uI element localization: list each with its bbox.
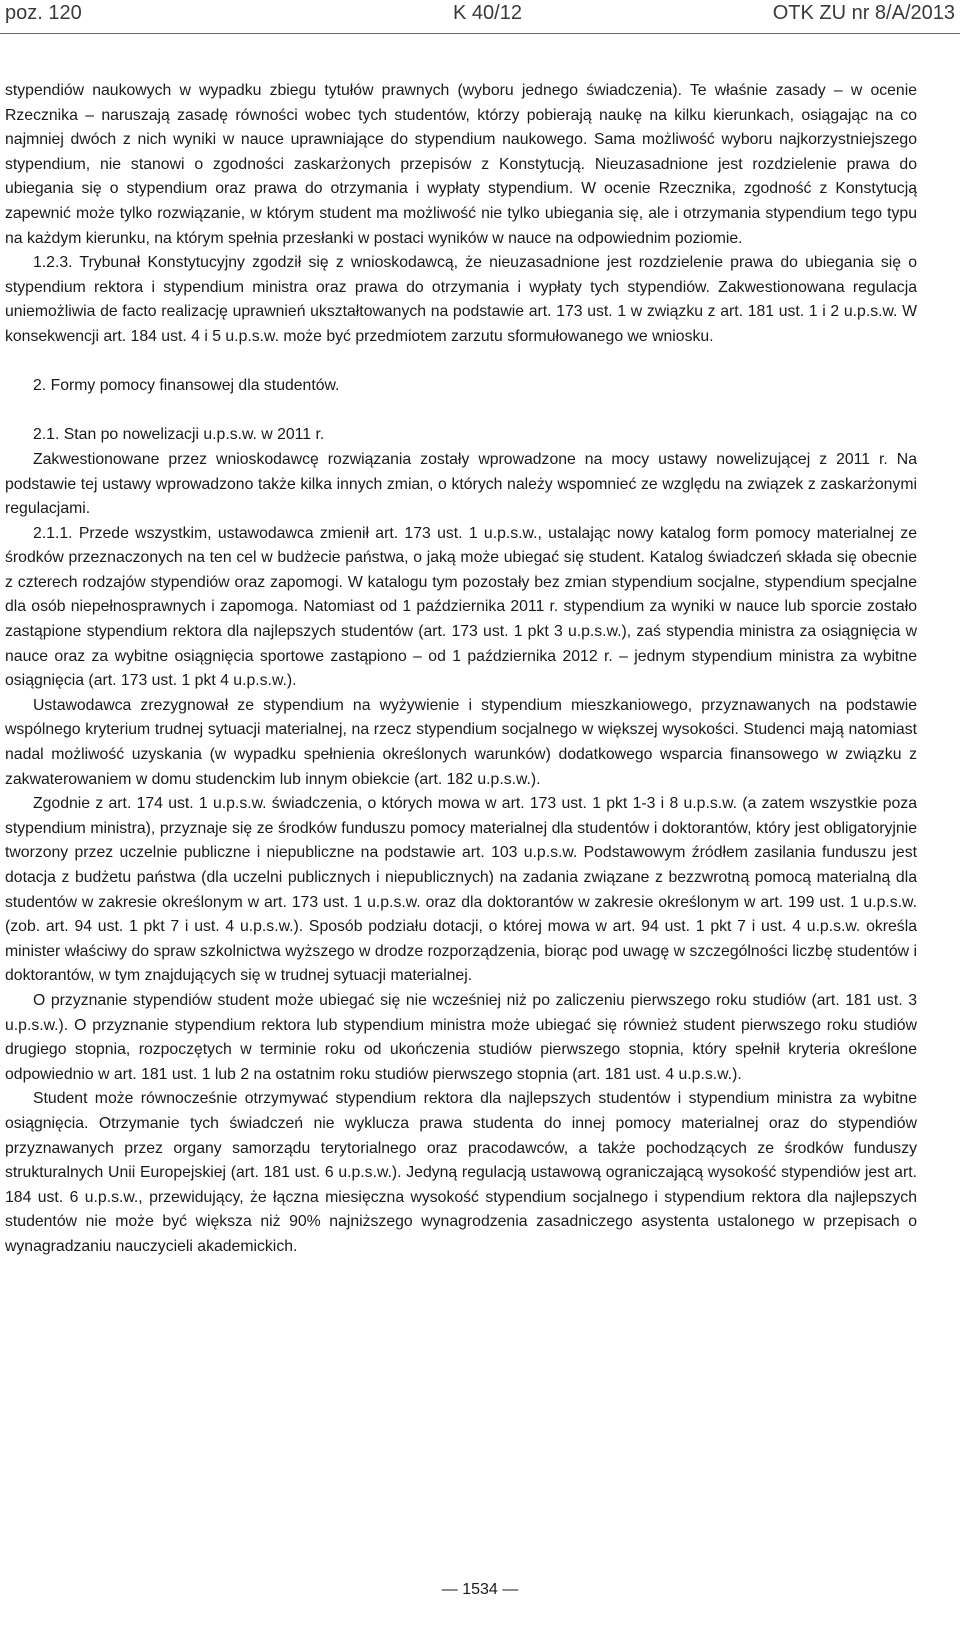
case-signature: K 40/12 <box>453 2 522 24</box>
paragraph: Zakwestionowane przez wnioskodawcę rozwiązania zostały wprowadzone na mocy ustawy nowelizującej z 2011 r. Na podstawie tej ustawy wprowadzono także kilka innych zmian, o których należy wspomnieć ze względu na związek z zaskarżonymi regulacjami. <box>5 450 917 518</box>
paragraph: Zgodnie z art. 174 ust. 1 u.p.s.w. świadczenia, o których mowa w art. 173 ust. 1 pkt 1-3 i 8 u.p.s.w. (a zatem wszystkie poza stypendium ministra), przyznaje się ze środków funduszu pomocy materialnej dla studentów i doktorantów, który jest obligatoryjnie tworzony przez uczelnie publiczne i niepubliczne na podstawie art. 103 u.p.s.w. Podstawowym źródłem zasilania funduszu jest dotacja z budżetu państwa (dla uczelni publicznych i niepublicznych) na zadania związane z bezzwrotną pomocą materialną dla studentów w zakresie określonym w art. 173 ust. 1 u.p.s.w. oraz dla doktorantów w zakresie określonym w art. 199 ust. 1 u.p.s.w. (zob. art. 94 ust. 1 pkt 7 i ust. 4 u.p.s.w.). Sposób podziału dotacji, o której mowa w art. 94 ust. 1 pkt 7 i ust. 4 u.p.s.w. określa minister właściwy do spraw szkolnictwa wyższego w drodze rozporządzenia, biorąc pod uwagę w szczególności liczbę studentów i doktorantów, w tym znajdujących się w trudnej sytuacji materialnej. <box>5 795 917 985</box>
paragraph: Ustawodawca zrezygnował ze stypendium na wyżywienie i stypendium mieszkaniowego, przyznawanych na podstawie wspólnego kryterium trudnej sytuacji materialnej, na rzecz stypendium socjalnego w większej wysokości. Studenci mają natomiast nadal możliwość uzyskania (w wypadku spełnienia określonych warunków) dodatkowego wsparcia finansowego w związku z zakwaterowaniem w domu studenckim lub innym obiekcie (art. 182 u.p.s.w.). <box>5 696 917 788</box>
header-divider <box>0 33 960 34</box>
section-heading-2: 2. Formy pomocy finansowej dla studentów. <box>33 377 340 395</box>
journal-reference: OTK ZU nr 8/A/2013 <box>772 2 955 24</box>
document-body <box>5 79 917 1260</box>
paragraph: Student może równocześnie otrzymywać stypendium rektora dla najlepszych studentów i stypendium ministra za wybitne osiągnięcia. Otrzymanie tych świadczeń nie wyklucza prawa studenta do innej pomocy materialnej oraz do stypendiów przyznawanych przez organy samorządu terytorialnego oraz pracodawców, a także pochodzących ze środków funduszy strukturalnych Unii Europejskiej (art. 181 ust. 6 u.p.s.w.). Jedyną regulacją ustawową ograniczającą wysokość stypendiów jest art. 184 ust. 6 u.p.s.w., przewidujący, że łączna miesięczna wysokość stypendium socjalnego i stypendium rektora dla najlepszych studentów nie może być większa niż 90% najniższego wynagrodzenia zasadniczego asystenta ustalonego w przepisach o wynagradzaniu nauczycieli akademickich. <box>5 1090 917 1255</box>
page-number: — 1534 — <box>441 1581 519 1598</box>
paragraph-2-1-1: 2.1.1. Przede wszystkim, ustawodawca zmienił art. 173 ust. 1 u.p.s.w., ustalając nowy katalog form pomocy materialnej ze środków przeznaczonych na ten cel w budżecie państwa, o jaką może ubiegać się student. Katalog świadczeń składa się obecnie z czterech rodzajów stypendiów oraz zapomogi. W katalogu tym pozostały bez zmian stypendium socjalne, stypendium specjalne dla osób niepełnosprawnych i zapomoga. Natomiast od 1 października 2011 r. stypendium za wyniki w nauce lub sporcie zostało zastąpione stypendium rektora dla najlepszych studentów (art. 173 ust. 1 pkt 3 u.p.s.w.), zaś stypendia ministra za osiągnięcia w nauce oraz za wybitne osiągnięcia sportowe zastąpiono – od 1 października 2012 r. – jednym stypendium ministra za wybitne osiągnięcia (art. 173 ust. 1 pkt 4 u.p.s.w.). <box>5 524 917 690</box>
page-header <box>0 0 960 50</box>
paragraph-1-2-3: 1.2.3. Trybunał Konstytucyjny zgodził się z wnioskodawcą, że nieuzasadnione jest rozdzielenie prawa do ubiegania się o stypendium rektora i stypendium ministra oraz prawa do otrzymania i wypłaty tych stypendiów. Zakwestionowana regulacja uniemożliwia de facto realizację uprawnień ukształtowanych na podstawie art. 173 ust. 1 w związku z art. 181 ust. 1 i 2 u.p.s.w. W konsekwencji art. 184 ust. 4 i 5 u.p.s.w. może być przedmiotem zarzutu sformułowanego we wniosku. <box>5 254 917 345</box>
position-number: poz. 120 <box>5 2 82 24</box>
section-heading-2-1: 2.1. Stan po nowelizacji u.p.s.w. w 2011 r. <box>33 426 325 444</box>
paragraph: O przyznanie stypendiów student może ubiegać się nie wcześniej niż po zaliczeniu pierwszego roku studiów (art. 181 ust. 3 u.p.s.w.). O przyznanie stypendium rektora lub stypendium ministra może ubiegać się również student pierwszego roku studiów drugiego stopnia, rozpoczętych w terminie roku od ukończenia studiów pierwszego stopnia, który spełnił kryteria określone odpowiednio w art. 181 ust. 1 lub 2 na ostatnim roku studiów pierwszego stopnia (art. 181 ust. 4 u.p.s.w.). <box>5 991 917 1083</box>
paragraph-continuation: stypendiów naukowych w wypadku zbiegu tytułów prawnych (wyboru jednego świadczenia). Te właśnie zasady – w ocenie Rzecznika – naruszają zasadę równości wobec tych studentów, którzy pobierają naukę na kilku kierunkach, osiągając na co najmniej dwóch z nich wyniki w nauce uprawniające do stypendium naukowego. Sama możliwość wyboru najkorzystniejszego stypendium, nie stanowi o zgodności zaskarżonych przepisów z Konstytucją. Nieuzasadnione jest rozdzielenie prawa do ubiegania się o stypendium oraz prawa do otrzymania i wypłaty stypendium. W ocenie Rzecznika, zgodność z Konstytucją zapewnić może tylko rozwiązanie, w którym student ma możliwość nie tylko ubiegania się, ale i otrzymania stypendium tego typu na każdym kierunku, na którym spełnia przesłanki w postaci wyników w nauce na odpowiednim poziomie. <box>5 82 917 247</box>
